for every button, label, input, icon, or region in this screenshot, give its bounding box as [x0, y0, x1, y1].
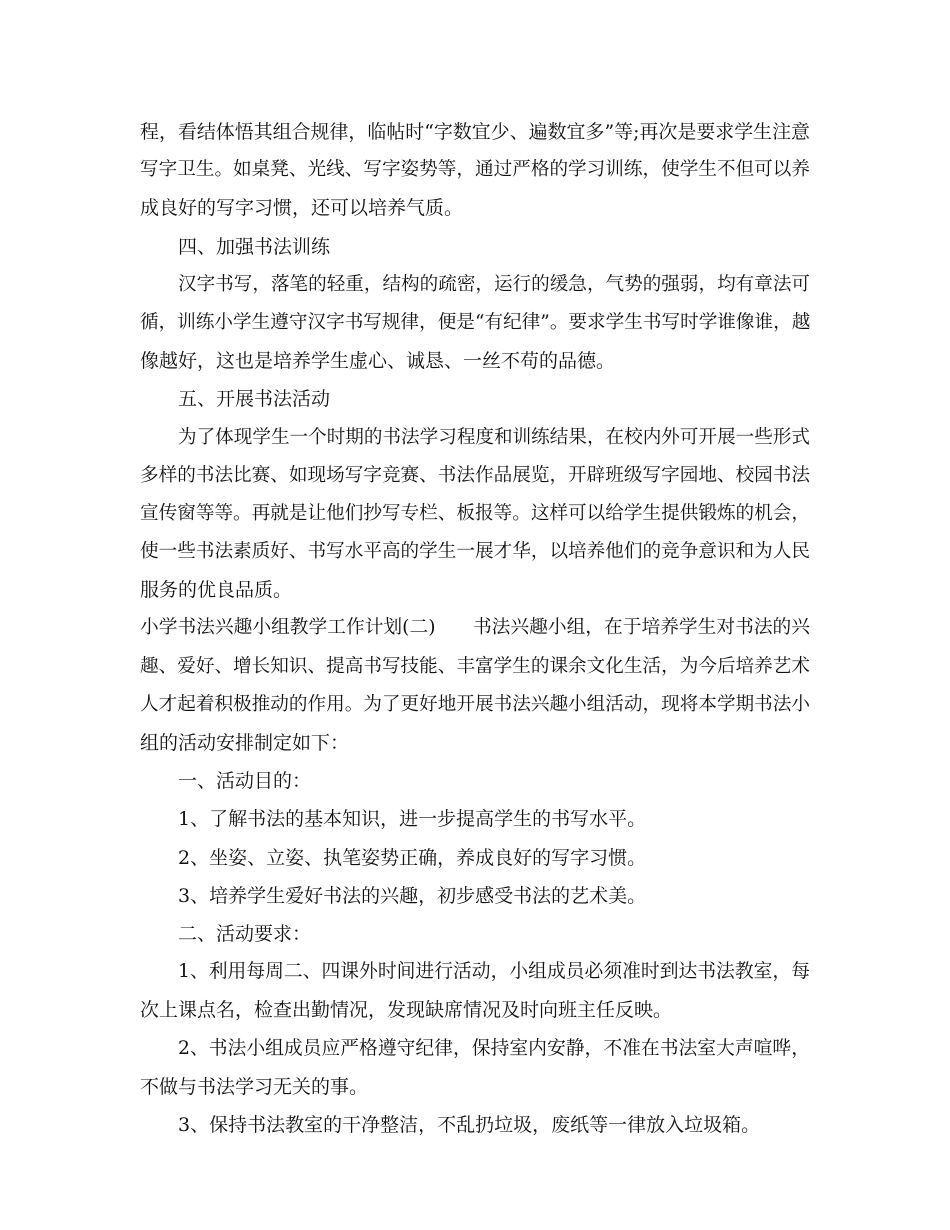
paragraph-line: 组的活动安排制定如下：: [140, 732, 350, 754]
paragraph-line: 使一些书法素质好、书写水平高的学生一展才华，以培养他们的竞争意识和为人民: [140, 541, 810, 563]
list-item: 2、书法小组成员应严格遵守纪律，保持室内安静，不准在书法室大声喧哗，: [178, 1037, 810, 1059]
list-item: 3、保持书法教室的干净整洁，不乱扔垃圾，废纸等一律放入垃圾箱。: [178, 1113, 761, 1136]
paragraph-line: 多样的书法比赛、如现场写字竞赛、书法作品展览，开辟班级写字园地、校园书法: [140, 464, 810, 486]
section-heading: 二、活动要求：: [178, 922, 312, 945]
list-item: 1、利用每周二、四课外时间进行活动，小组成员必须准时到达书法教室，每: [178, 961, 810, 983]
section-heading: 四、加强书法训练: [178, 235, 331, 258]
paragraph-line: 宣传窗等等。再就是让他们抄写专栏、板报等。这样可以给学生提供锻炼的机会，: [140, 502, 810, 524]
section-heading: 五、开展书法活动: [178, 388, 331, 411]
paragraph-line: 汉字书写，落笔的轻重，结构的疏密，运行的缓急，气势的强弱，均有章法可: [178, 273, 810, 295]
paragraph-line: 程，看结体悟其组合规律，临帖时“字数宜少、遍数宜多”等;再次是要求学生注意: [140, 121, 810, 143]
document-body: [140, 113, 810, 1144]
paragraph-line: 不做与书法学习无关的事。: [140, 1075, 369, 1098]
document-subtitle-line: 小学书法兴趣小组教学工作计划(二) 书法兴趣小组，在于培养学生对书法的兴: [140, 617, 810, 639]
section-heading: 一、活动目的：: [178, 770, 312, 793]
list-item: 1、了解书法的基本知识，进一步提高学生的书写水平。: [178, 808, 647, 831]
paragraph-line: 成良好的写字习惯，还可以培养气质。: [140, 197, 464, 220]
paragraph-line: 循，训练小学生遵守汉字书写规律，便是“有纪律”。要求学生书写时学谁像谁，越: [140, 311, 811, 333]
paragraph-line: 人才起着积极推动的作用。为了更好地开展书法兴趣小组活动，现将本学期书法小: [140, 693, 810, 715]
paragraph-line: 像越好，这也是培养学生虚心、诚恳、一丝不苟的品德。: [140, 350, 616, 373]
paragraph-line: 服务的优良品质。: [140, 579, 293, 602]
paragraph-line: 写字卫生。如桌凳、光线、写字姿势等，通过严格的学习训练，使学生不但可以养: [140, 159, 810, 181]
paragraph-line: 趣、爱好、增长知识、提高书写技能、丰富学生的课余文化生活，为今后培养艺术: [140, 655, 810, 677]
list-item: 2、坐姿、立姿、执笔姿势正确，养成良好的写字习惯。: [178, 846, 647, 869]
paragraph-line: 为了体现学生一个时期的书法学习程度和训练结果，在校内外可开展一些形式: [178, 426, 810, 448]
list-item: 3、培养学生爱好书法的兴趣，初步感受书法的艺术美。: [178, 884, 647, 907]
paragraph-line: 次上课点名，检查出勤情况，发现缺席情况及时向班主任反映。: [140, 999, 673, 1022]
